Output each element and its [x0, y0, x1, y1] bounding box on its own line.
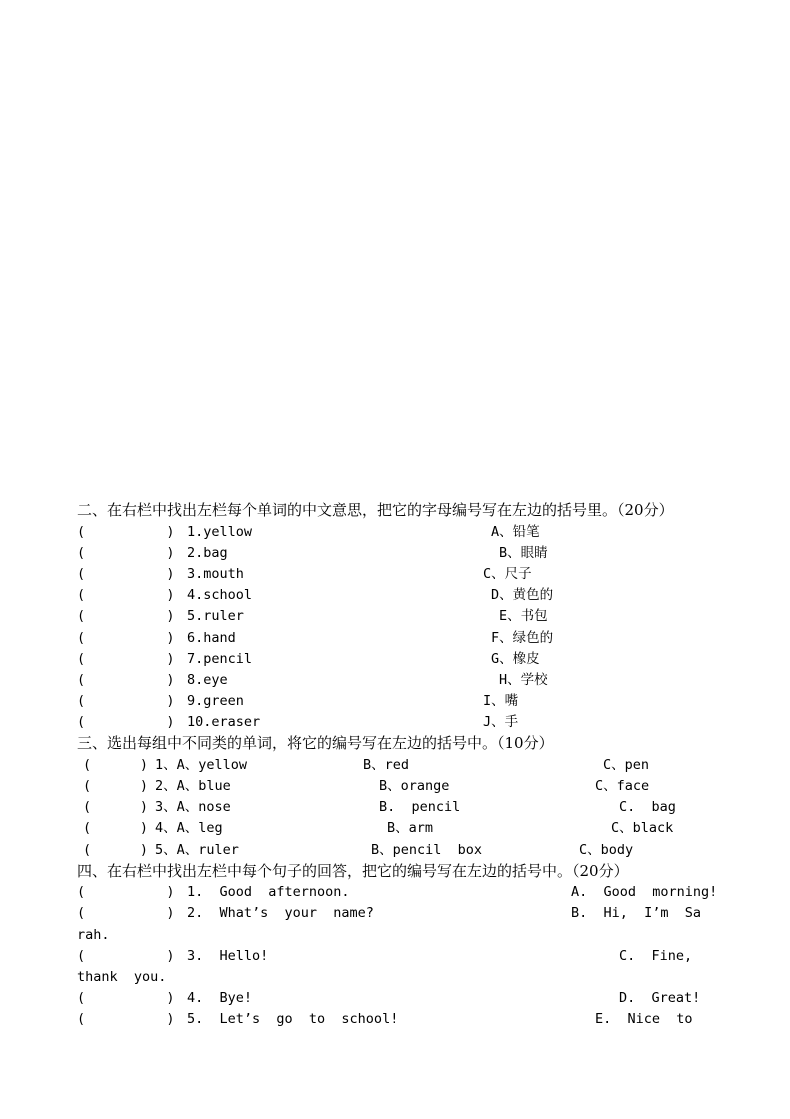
word-item: 8.eye: [187, 672, 228, 688]
matching-row: [0, 522, 790, 543]
option-c: C、body: [579, 842, 634, 858]
section4-heading: 四、在右栏中找出左栏中每个句子的回答，把它的编号写在左边的括号中。（20分）: [77, 862, 629, 880]
meaning-item: G、橡皮: [491, 651, 540, 667]
meaning-item: C、尺子: [483, 566, 532, 582]
section2-heading: 二、在右栏中找出左栏每个单词的中文意思，把它的字母编号写在左边的括号里。（20分）: [77, 501, 674, 519]
sentence-item: 1. Good afternoon.: [187, 884, 350, 900]
meaning-item: F、绿色的: [491, 630, 554, 646]
word-item: 5.ruler: [187, 608, 244, 624]
word-item: 4.school: [187, 587, 253, 603]
sentence-item: 4. Bye!: [187, 990, 253, 1006]
word-item: 6.hand: [187, 630, 236, 646]
option-b: B、arm: [387, 820, 434, 836]
answer-blank[interactable]: ( ): [77, 608, 175, 624]
response-item: B. Hi, I’m Sa: [571, 905, 702, 921]
sentence-item: 5. Let’s go to school!: [187, 1011, 399, 1027]
answer-blank[interactable]: ( ): [77, 1011, 175, 1027]
response-item: D. Great!: [619, 990, 701, 1006]
matching-row: [0, 628, 790, 649]
word-item: 3.mouth: [187, 566, 244, 582]
matching-row: [0, 543, 790, 564]
word-item: 2.bag: [187, 545, 228, 561]
answer-blank[interactable]: ( ): [77, 630, 175, 646]
answer-blank[interactable]: ( ): [77, 545, 175, 561]
word-item: 9.green: [187, 693, 244, 709]
option-a: 4、A、leg: [155, 820, 223, 836]
option-c: C、black: [611, 820, 674, 836]
sentence-item: 3. Hello!: [187, 948, 269, 964]
word-item: 10.eraser: [187, 714, 261, 730]
matching-row: [0, 564, 790, 585]
answer-blank[interactable]: ( ): [77, 566, 175, 582]
odd-one-out-row: [0, 840, 790, 861]
word-item: 7.pencil: [187, 651, 253, 667]
option-a: 2、A、blue: [155, 778, 231, 794]
meaning-item: B、眼睛: [499, 545, 548, 561]
answer-blank[interactable]: ( ): [77, 651, 175, 667]
meaning-item: I、嘴: [483, 693, 519, 709]
sentence-item: 2. What’s your name?: [187, 905, 374, 921]
answer-blank[interactable]: ( ): [83, 820, 149, 836]
response-row: [0, 882, 790, 903]
wrapped-text: rah.: [77, 927, 110, 943]
option-c: C. bag: [619, 799, 676, 815]
meaning-item: H、学校: [499, 672, 548, 688]
answer-blank[interactable]: ( ): [77, 672, 175, 688]
response-item: A. Good morning!: [571, 884, 718, 900]
option-b: B、red: [363, 757, 410, 773]
answer-blank[interactable]: ( ): [77, 884, 175, 900]
answer-blank[interactable]: ( ): [83, 842, 149, 858]
matching-row: [0, 691, 790, 712]
answer-blank[interactable]: ( ): [77, 948, 175, 964]
answer-blank[interactable]: ( ): [83, 799, 149, 815]
meaning-item: D、黄色的: [491, 587, 554, 603]
meaning-item: E、书包: [499, 608, 548, 624]
wrapped-text: thank you.: [77, 969, 167, 985]
response-row: [0, 903, 790, 924]
matching-row: [0, 585, 790, 606]
meaning-item: A、铅笔: [491, 524, 540, 540]
meaning-item: J、手: [483, 714, 519, 730]
option-a: 1、A、yellow: [155, 757, 248, 773]
response-item: C. Fine,: [619, 948, 693, 964]
option-b: B、pencil box: [371, 842, 483, 858]
answer-blank[interactable]: ( ): [83, 757, 149, 773]
odd-one-out-row: [0, 797, 790, 818]
response-row: [0, 988, 790, 1009]
option-b: B、orange: [379, 778, 450, 794]
option-a: 5、A、ruler: [155, 842, 239, 858]
option-c: C、face: [595, 778, 650, 794]
option-b: B. pencil: [379, 799, 461, 815]
matching-row: [0, 670, 790, 691]
answer-blank[interactable]: ( ): [77, 587, 175, 603]
answer-blank[interactable]: ( ): [77, 714, 175, 730]
word-item: 1.yellow: [187, 524, 253, 540]
answer-blank[interactable]: ( ): [77, 905, 175, 921]
answer-blank[interactable]: ( ): [77, 524, 175, 540]
option-a: 3、A、nose: [155, 799, 231, 815]
answer-blank[interactable]: ( ): [77, 990, 175, 1006]
matching-row: [0, 606, 790, 627]
section3-heading: 三、选出每组中不同类的单词，将它的编号写在左边的括号中。（10分）: [77, 734, 554, 752]
matching-row: [0, 649, 790, 670]
odd-one-out-row: [0, 755, 790, 776]
matching-row: [0, 712, 790, 733]
response-row: [0, 946, 790, 967]
odd-one-out-row: [0, 776, 790, 797]
answer-blank[interactable]: ( ): [83, 778, 149, 794]
option-c: C、pen: [603, 757, 650, 773]
odd-one-out-row: [0, 818, 790, 839]
response-item: E. Nice to: [595, 1011, 693, 1027]
response-row: [0, 1009, 790, 1030]
answer-blank[interactable]: ( ): [77, 693, 175, 709]
